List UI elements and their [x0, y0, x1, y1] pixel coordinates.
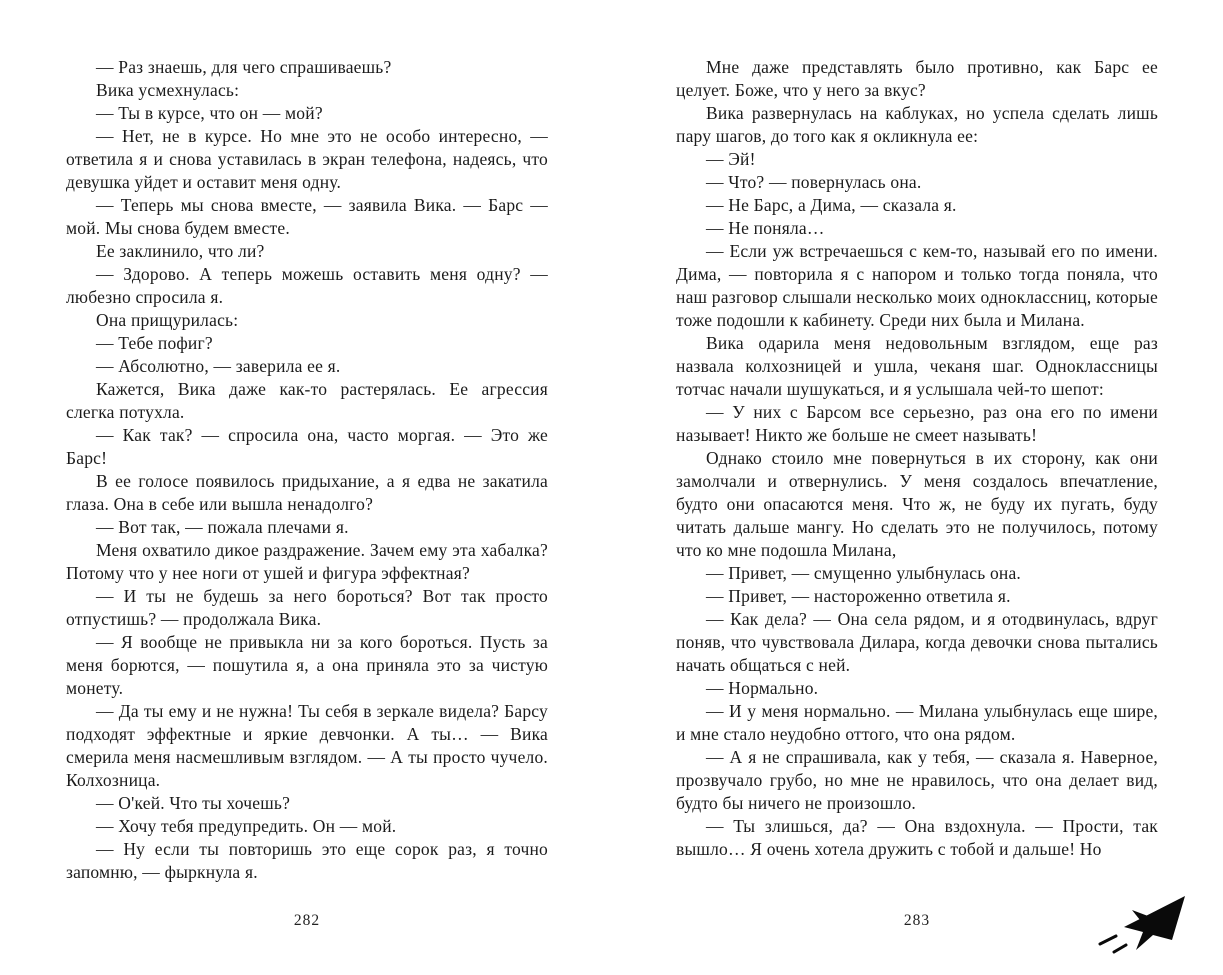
- paragraph: Кажется, Вика даже как-то растерялась. Ее агрессия слегка потухла.: [66, 379, 548, 422]
- paragraph: — О'кей. Что ты хочешь?: [96, 793, 291, 813]
- paragraph: — Привет, — настороженно ответила я.: [706, 586, 1011, 606]
- paragraph: — У них с Барсом все серьезно, раз она его по имени называет! Никто же больше не смеет называть!: [676, 402, 1158, 445]
- paragraph: — Не Барс, а Дима, — сказала я.: [706, 195, 957, 215]
- paragraph: — Абсолютно, — заверила ее я.: [96, 356, 341, 376]
- paragraph: — Раз знаешь, для чего спрашиваешь?: [96, 57, 392, 77]
- paragraph: — Тебе пофиг?: [96, 333, 213, 353]
- paragraph: — Нет, не в курсе. Но мне это не особо интересно, — ответила я и снова уставилась в экран телефона, надеясь, что девушка уйдет и оставит меня одну.: [66, 126, 548, 192]
- paragraph: — Ну если ты повторишь это еще сорок раз, я точно запомню, — фыркнула я.: [66, 839, 548, 882]
- paper-plane-illustration: [1088, 892, 1188, 956]
- paragraph: Вика одарила меня недовольным взглядом, еще раз назвала колхозницей и ушла, чеканя шаг. Одноклассницы тотчас начали шушукаться, и я услышала чей-то шепот:: [676, 333, 1158, 399]
- paragraph: — Не поняла…: [706, 218, 825, 238]
- paragraph: — А я не спрашивала, как у тебя, — сказала я. Наверное, прозвучало грубо, но мне не нравилось, что она делает вид, будто бы ничего не произошло.: [676, 747, 1158, 813]
- paragraph: — Нормально.: [706, 678, 819, 698]
- paragraph: — И ты не будешь за него бороться? Вот так просто отпустишь? — продолжала Вика.: [66, 586, 548, 629]
- paragraph: — Как дела? — Она села рядом, и я отодвинулась, вдруг поняв, что чувствовала Дилара, когда девочки снова пытались начать общаться с ней.: [676, 609, 1158, 675]
- paragraph: Однако стоило мне повернуться в их сторону, как они замолчали и отвернулись. У меня создалось впечатление, будто они опасаются меня. Что ж, не буду их пугать, буду читать дальше мангу. Но сделать это не получилось, потому что ко мне подошла Милана,: [676, 448, 1158, 560]
- paragraph: Меня охватило дикое раздражение. Зачем ему эта хабалка? Потому что у нее ноги от ушей и фигура эффектная?: [66, 540, 548, 583]
- paragraph: В ее голосе появилось придыхание, а я едва не закатила глаза. Она в себе или вышла ненадолго?: [66, 471, 548, 514]
- paragraph: — Привет, — смущенно улыбнулась она.: [706, 563, 1022, 583]
- paragraph: — Если уж встречаешься с кем-то, называй его по имени. Дима, — повторила я с напором и только тогда поняла, что наш разговор слышали несколько моих одноклассниц, которые тоже подошли к кабинету. Среди них была и Милана.: [676, 241, 1158, 330]
- right-text-column: [676, 56, 1158, 861]
- page-number-left: 282: [293, 912, 321, 929]
- paragraph: Вика развернулась на каблуках, но успела сделать лишь пару шагов, до того как я окликнула ее:: [676, 103, 1158, 146]
- paragraph: — Как так? — спросила она, часто моргая. — Это же Барс!: [66, 425, 548, 468]
- paragraph: — Вот так, — пожала плечами я.: [96, 517, 349, 537]
- left-text-column: [66, 56, 548, 884]
- page-number-right: 283: [903, 912, 931, 929]
- paragraph: — Ты в курсе, что он — мой?: [96, 103, 323, 123]
- paragraph: — Ты злишься, да? — Она вздохнула. — Прости, так вышло… Я очень хотела дружить с тобой и дальше! Но: [676, 816, 1158, 859]
- paragraph: — Теперь мы снова вместе, — заявила Вика. — Барс — мой. Мы снова будем вместе.: [66, 195, 548, 238]
- paragraph: — Я вообще не привыкла ни за кого бороться. Пусть за меня борются, — пошутила я, а она приняла это за чистую монету.: [66, 632, 548, 698]
- paragraph: — Да ты ему и не нужна! Ты себя в зеркале видела? Барсу подходят эффектные и яркие девчонки. А ты… — Вика смерила меня насмешливым взглядом. — А ты просто чучело. Колхозница.: [66, 701, 548, 790]
- paragraph: — Что? — повернулась она.: [706, 172, 922, 192]
- paragraph: Ее заклинило, что ли?: [96, 241, 265, 261]
- paragraph: — И у меня нормально. — Милана улыбнулась еще шире, и мне стало неудобно оттого, что она рядом.: [676, 701, 1158, 744]
- paragraph: Мне даже представлять было противно, как Барс ее целует. Боже, что у него за вкус?: [676, 57, 1158, 100]
- paragraph: Вика усмехнулась:: [96, 80, 240, 100]
- paper-plane-icon: [1088, 892, 1188, 956]
- paragraph: — Эй!: [706, 149, 756, 169]
- paragraph: Она прищурилась:: [96, 310, 239, 330]
- paragraph: — Хочу тебя предупредить. Он — мой.: [96, 816, 397, 836]
- paragraph: — Здорово. А теперь можешь оставить меня одну? — любезно спросила я.: [66, 264, 548, 307]
